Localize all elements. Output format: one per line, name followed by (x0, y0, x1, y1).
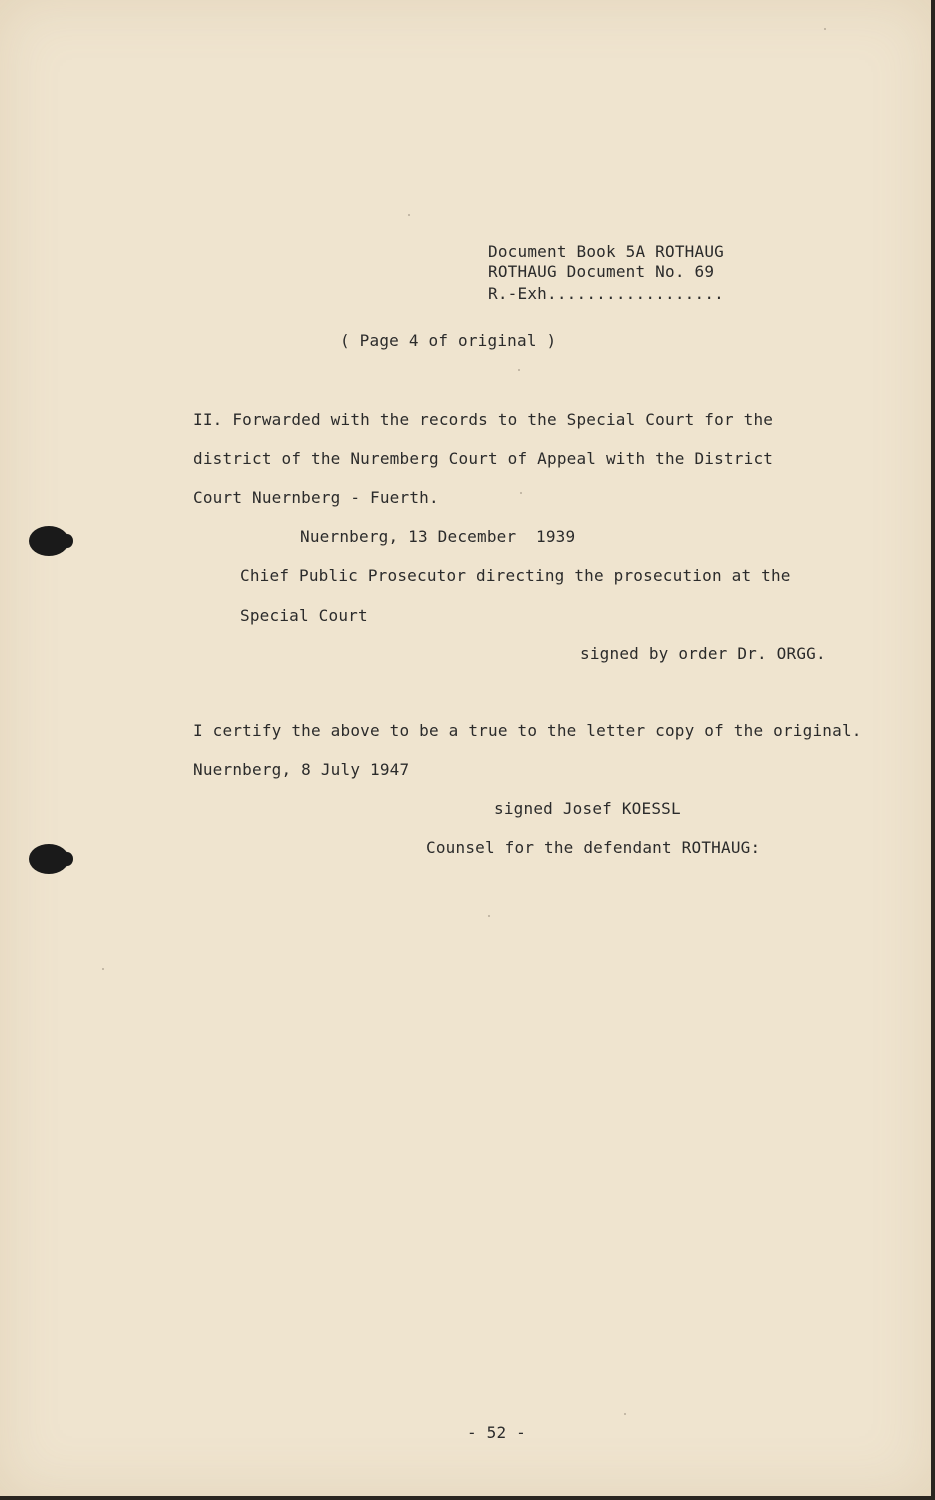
certification-place-date: Nuernberg, 8 July 1947 (193, 760, 410, 779)
paper-speck (488, 915, 490, 917)
certification-statement: I certify the above to be a true to the letter copy of the original. (193, 721, 862, 740)
paragraph-line-2: district of the Nuremberg Court of Appeal with the District (193, 449, 774, 468)
exhibit-line: R.-Exh.................. (488, 284, 724, 303)
document-book-line: Document Book 5A ROTHAUG (488, 242, 724, 261)
paper-speck (624, 1413, 626, 1415)
prosecutor-line-2: Special Court (240, 606, 368, 625)
paper-speck (518, 369, 520, 371)
prosecutor-line-1: Chief Public Prosecutor directing the prosecution at the (240, 566, 791, 585)
paper-speck (824, 28, 826, 30)
punch-hole-bottom (29, 844, 69, 874)
certification-signed: signed Josef KOESSL (494, 799, 681, 818)
paper-speck (408, 214, 410, 216)
paragraph-line-1: II. Forwarded with the records to the Special Court for the (193, 410, 774, 429)
paragraph-line-3: Court Nuernberg - Fuerth. (193, 488, 439, 507)
certification-role: Counsel for the defendant ROTHAUG: (426, 838, 761, 857)
paper-speck (520, 492, 522, 494)
page-of-original: ( Page 4 of original ) (340, 331, 557, 350)
punch-hole-top (29, 526, 69, 556)
signed-by-order: signed by order Dr. ORGG. (580, 644, 826, 663)
date-line: Nuernberg, 13 December 1939 (300, 527, 576, 546)
page-number: - 52 - (467, 1423, 526, 1442)
document-number-line: ROTHAUG Document No. 69 (488, 262, 715, 281)
paper-speck (102, 968, 104, 970)
